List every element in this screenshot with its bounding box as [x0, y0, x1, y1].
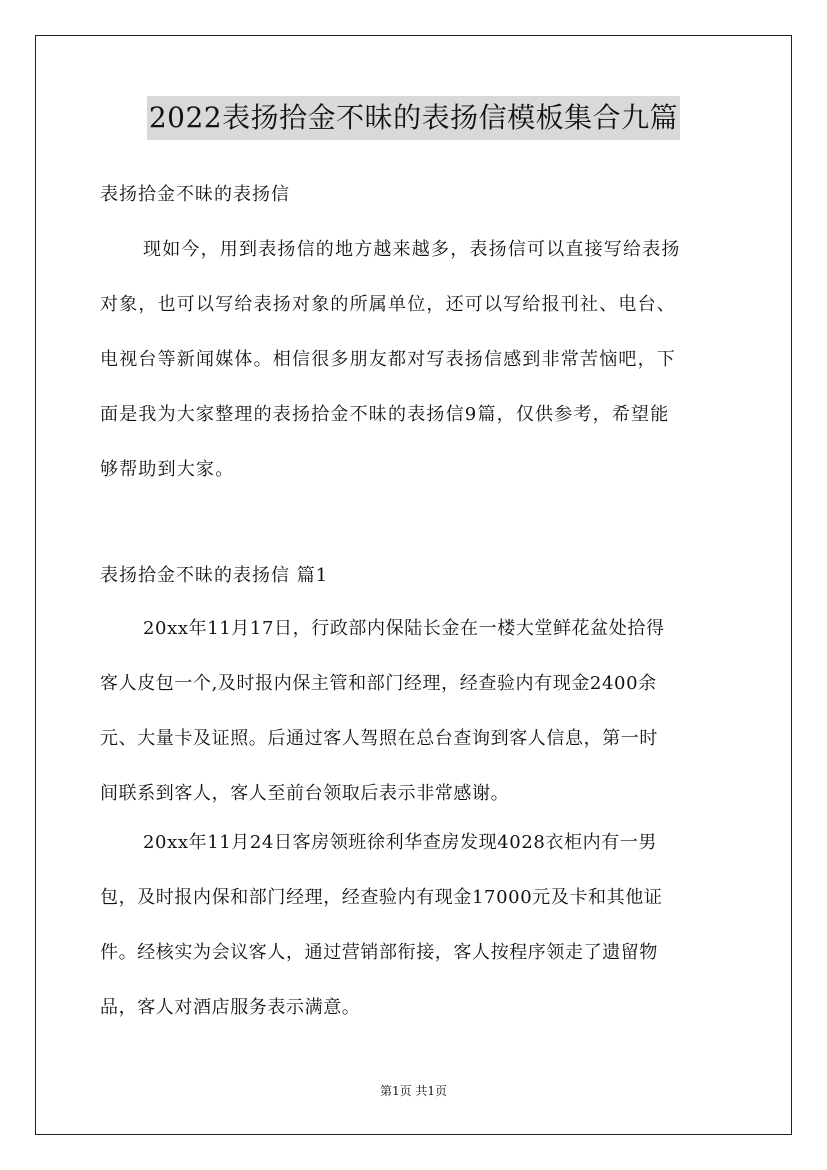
case2-line-4: 品，客人对酒店服务表示满意。: [100, 997, 361, 1018]
case2-line-3: 件。经核实为会议客人，通过营销部衔接，客人按程序领走了遗留物: [100, 942, 658, 963]
section-heading: 表扬拾金不昧的表扬信: [100, 184, 290, 205]
case2-line-2: 包，及时报内保和部门经理，经查验内有现金17000元及卡和其他证: [100, 887, 663, 908]
intro-line-1: 现如今，用到表扬信的地方越来越多，表扬信可以直接写给表扬: [143, 239, 681, 260]
intro-line-3: 电视台等新闻媒体。相信很多朋友都对写表扬信感到非常苦恼吧，下: [100, 349, 676, 370]
document-title: 2022表扬拾金不昧的表扬信模板集合九篇: [147, 96, 680, 140]
intro-line-2: 对象，也可以写给表扬对象的所属单位，还可以写给报刊社、电台、: [100, 294, 676, 315]
case1-line-2: 客人皮包一个,及时报内保主管和部门经理，经查验内有现金2400余: [100, 673, 657, 694]
case1-line-4: 间联系到客人，客人至前台领取后表示非常感谢。: [100, 783, 510, 804]
intro-paragraph: [100, 222, 727, 497]
paragraph-case-1: [100, 601, 727, 821]
intro-line-5: 够帮助到大家。: [100, 459, 235, 480]
intro-line-4: 面是我为大家整理的表扬拾金不昧的表扬信9篇，仅供参考，希望能: [100, 404, 670, 425]
page-footer: 第1页 共1页: [379, 1084, 448, 1098]
title-container: [0, 96, 827, 140]
case2-line-1: 20xx年11月24日客房领班徐利华查房发现4028衣柜内有一男: [143, 832, 658, 853]
section-heading-1: 表扬拾金不昧的表扬信 篇1: [100, 565, 329, 586]
case1-line-3: 元、大量卡及证照。后通过客人驾照在总台查询到客人信息，第一时: [100, 728, 658, 749]
paragraph-case-2: [100, 815, 727, 1035]
case1-line-1: 20xx年11月17日，行政部内保陆长金在一楼大堂鲜花盆处拾得: [143, 618, 665, 639]
